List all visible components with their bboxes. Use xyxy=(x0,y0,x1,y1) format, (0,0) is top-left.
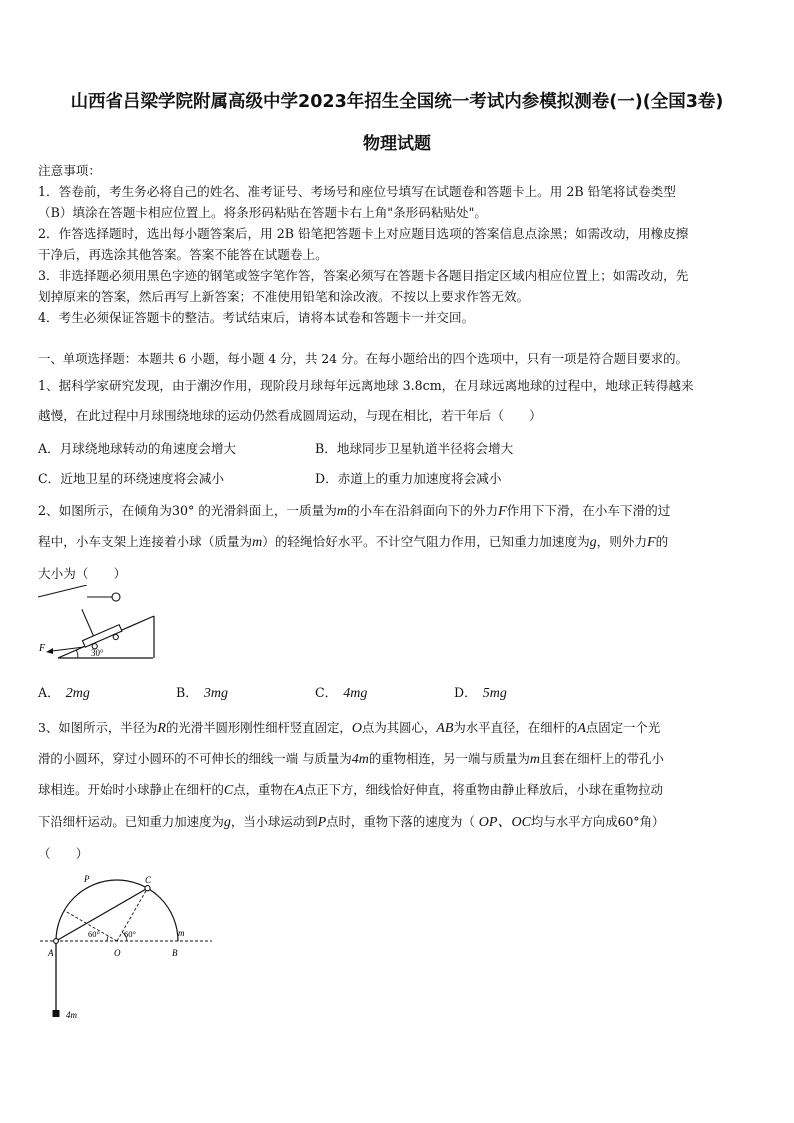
notice-line: （B）填涂在答题卡相应位置上。将条形码粘贴在答题卡右上角"条形码粘贴处"。 xyxy=(38,205,488,220)
question-2-line: 2、如图所示，在倾角为30° 的光滑斜面上，一质量为m的小车在沿斜面向下的外力F作用下下滑，在小车下滑的过 xyxy=(38,503,671,519)
point-p-label: P xyxy=(84,874,90,884)
q1-option-b: B．地球同步卫星轨道半径将会增大 xyxy=(315,441,514,456)
mass-m-label: m xyxy=(178,928,185,938)
notice-heading: 注意事项： xyxy=(38,163,101,178)
semicircle-figure xyxy=(36,872,216,1024)
q2-option-d: D． 5mg xyxy=(454,685,507,701)
angle-label-right: 60° xyxy=(124,929,136,939)
notice-line: 4．考生必须保证答题卡的整洁。考试结束后，请将本试卷和答题卡一并交回。 xyxy=(38,310,475,325)
question-1-line: 越慢，在此过程中月球围绕地球的运动仍然看成圆周运动，与现在相比，若干年后（ ） xyxy=(38,408,542,423)
weight-label: 4m xyxy=(66,1010,77,1020)
question-1-line: 1、据科学家研究发现，由于潮汐作用，现阶段月球每年远离地球 3.8cm，在月球远离地球的过程中，地球正转得越来 xyxy=(38,378,694,393)
force-label: F xyxy=(39,643,46,654)
q2-option-b: B． 3mg xyxy=(176,685,228,701)
incline-figure xyxy=(36,585,158,663)
q1-option-a: A．月球绕地球转动的角速度会增大 xyxy=(38,441,237,456)
section-heading: 一、单项选择题：本题共 6 小题，每小题 4 分，共 24 分。在每小题给出的四个选项中，只有一项是符合题目要求的。 xyxy=(38,351,688,366)
page-subtitle: 物理试题 xyxy=(363,134,431,154)
question-3-line: （ ） xyxy=(38,846,89,861)
question-3-line: 3、如图所示，半径为R的光滑半圆形刚性细杆竖直固定，O点为其圆心，AB为水平直径，在细杆的A点固定一个光 xyxy=(38,720,661,736)
notice-line: 2．作答选择题时，选出每小题答案后，用 2B 铅笔把答题卡上对应题目选项的答案信息点涂黑；如需改动，用橡皮擦 xyxy=(38,226,689,241)
notice-line: 1．答卷前，考生务必将自己的姓名、准考证号、考场号和座位号填写在试题卷和答题卡上。用 2B 铅笔将试卷类型 xyxy=(38,184,676,199)
angle-label-left: 60° xyxy=(88,929,100,939)
q1-option-c: C．近地卫星的环绕速度将会减小 xyxy=(38,471,224,486)
notice-line: 划掉原来的答案，然后再写上新答案；不准使用铅笔和涂改液。不按以上要求作答无效。 xyxy=(38,289,530,304)
page-title: 山西省吕梁学院附属高级中学2023年招生全国统一考试内参模拟测卷(一)(全国3卷) xyxy=(70,92,724,112)
angle-label: 30° xyxy=(91,648,104,658)
point-c-label: C xyxy=(145,875,152,885)
question-3-line: 球相连。开始时小球静止在细杆的C点，重物在A点正下方，细线恰好伸直，将重物由静止释放后，小球在重物拉动 xyxy=(38,782,664,798)
point-a-label: A xyxy=(48,948,54,958)
point-o-label: O xyxy=(114,948,121,958)
question-2-line: 程中，小车支架上连接着小球（质量为m）的轻绳恰好水平。不计空气阻力作用，已知重力加速度为g，则外力F的 xyxy=(38,534,669,550)
notice-line: 3．非选择题必须用黑色字迹的钢笔或签字笔作答，答案必须写在答题卡各题目指定区域内相应位置上；如需改动，先 xyxy=(38,268,689,283)
notice-line: 干净后，再选涂其他答案。答案不能答在试题卷上。 xyxy=(38,247,328,262)
q1-option-d: D．赤道上的重力加速度将会减小 xyxy=(315,471,502,486)
question-3-line: 下沿细杆运动。已知重力加速度为g，当小球运动到P点时，重物下落的速度为（ OP、OC均与水平方向成60°角） xyxy=(38,814,665,830)
question-3-line: 滑的小圆环，穿过小圆环的不可伸长的细线一端 与质量为4m的重物相连，另一端与质量为m且套在细杆上的带孔小 xyxy=(38,751,664,767)
question-2-line: 大小为（ ） xyxy=(38,566,127,581)
point-b-label: B xyxy=(172,948,178,958)
q2-option-c: C． 4mg xyxy=(315,685,368,701)
q2-option-a: A． 2mg xyxy=(38,685,90,701)
